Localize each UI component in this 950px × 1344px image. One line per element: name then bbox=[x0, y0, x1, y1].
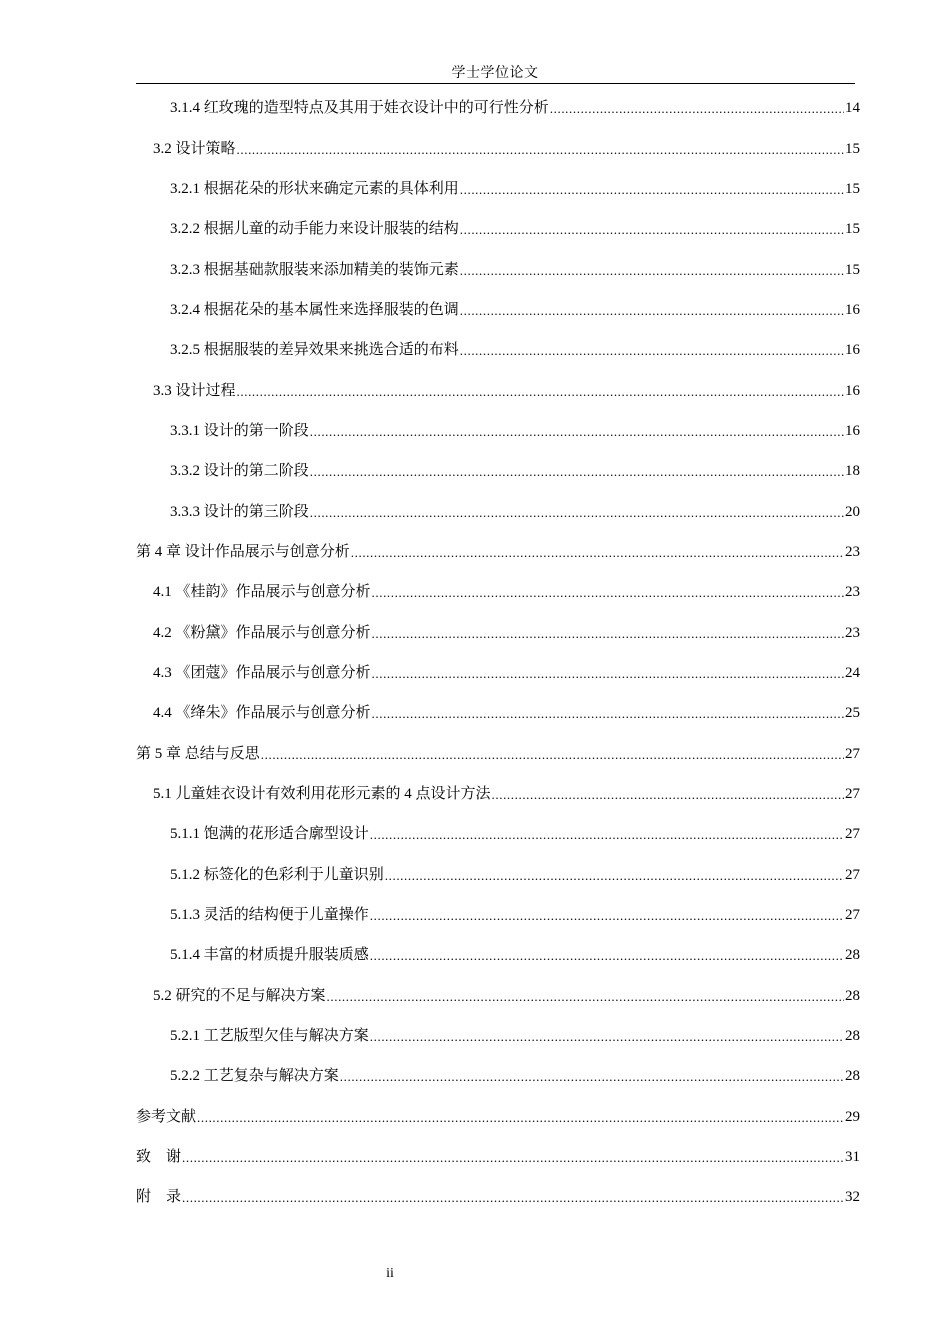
toc-dot-leader bbox=[370, 1026, 844, 1046]
toc-entry-page: 25 bbox=[845, 705, 860, 722]
toc-dot-leader bbox=[370, 945, 844, 965]
toc-entry-page: 23 bbox=[845, 543, 860, 560]
toc-entry-page: 31 bbox=[845, 1149, 860, 1166]
toc-entry-title: 第 5 章 总结与反思 bbox=[136, 745, 260, 762]
toc-entry-title: 3.1.4 红玫瑰的造型特点及其用于娃衣设计中的可行性分析 bbox=[170, 100, 549, 117]
toc-entry[interactable] bbox=[136, 411, 860, 451]
toc-dot-leader bbox=[550, 98, 844, 118]
toc-entry-title: 3.2.5 根据服装的差异效果来挑选合适的布料 bbox=[170, 342, 459, 359]
toc-entry[interactable] bbox=[136, 169, 860, 209]
toc-entry[interactable] bbox=[136, 249, 860, 289]
toc-entry-page: 32 bbox=[845, 1189, 860, 1206]
toc-entry-page: 16 bbox=[845, 422, 860, 439]
toc-entry[interactable] bbox=[136, 330, 860, 370]
toc-entry-page: 27 bbox=[845, 826, 860, 843]
toc-entry-page: 23 bbox=[845, 624, 860, 641]
toc-entry-page: 28 bbox=[845, 947, 860, 964]
toc-entry[interactable] bbox=[136, 855, 860, 895]
toc-entry-page: 27 bbox=[845, 745, 860, 762]
toc-entry[interactable] bbox=[136, 693, 860, 733]
toc-entry-title: 3.2.1 根据花朵的形状来确定元素的具体利用 bbox=[170, 180, 459, 197]
toc-entry-page: 28 bbox=[845, 987, 860, 1004]
toc-entry-page: 16 bbox=[845, 382, 860, 399]
toc-entry[interactable] bbox=[136, 1016, 860, 1056]
toc-entry[interactable] bbox=[136, 976, 860, 1016]
toc-dot-leader bbox=[182, 1147, 844, 1167]
toc-dot-leader bbox=[372, 582, 844, 602]
header-divider bbox=[136, 83, 855, 84]
toc-entry-title: 5.1.4 丰富的材质提升服装质感 bbox=[170, 947, 369, 964]
toc-dot-leader bbox=[197, 1107, 844, 1127]
toc-entry-title: 4.2 《粉黛》作品展示与创意分析 bbox=[153, 624, 371, 641]
toc-entry-title: 3.2.3 根据基础款服装来添加精美的装饰元素 bbox=[170, 261, 459, 278]
toc-entry-title: 3.2.4 根据花朵的基本属性来选择服装的色调 bbox=[170, 301, 459, 318]
toc-entry-title: 4.3 《团蔻》作品展示与创意分析 bbox=[153, 664, 371, 681]
toc-entry-page: 29 bbox=[845, 1108, 860, 1125]
toc-dot-leader bbox=[261, 744, 844, 764]
toc-entry-title: 5.1.2 标签化的色彩利于儿童识别 bbox=[170, 866, 384, 883]
toc-entry-title: 第 4 章 设计作品展示与创意分析 bbox=[136, 543, 350, 560]
toc-entry[interactable] bbox=[136, 572, 860, 612]
toc-entry[interactable] bbox=[136, 491, 860, 531]
toc-entry[interactable] bbox=[136, 209, 860, 249]
toc-entry-page: 18 bbox=[845, 463, 860, 480]
toc-entry-title: 致 谢 bbox=[136, 1149, 182, 1166]
toc-entry-page: 27 bbox=[845, 786, 860, 803]
toc-entry[interactable] bbox=[136, 814, 860, 854]
toc-entry[interactable] bbox=[136, 88, 860, 128]
toc-entry[interactable] bbox=[136, 1056, 860, 1096]
footer-page-number: ii bbox=[386, 1266, 394, 1281]
toc-entry-title: 4.1 《桂韵》作品展示与创意分析 bbox=[153, 584, 371, 601]
toc-entry-title: 3.3.3 设计的第三阶段 bbox=[170, 503, 309, 520]
toc-dot-leader bbox=[340, 1066, 844, 1086]
toc-entry-title: 3.3.2 设计的第二阶段 bbox=[170, 463, 309, 480]
toc-dot-leader bbox=[351, 542, 844, 562]
toc-entry-page: 15 bbox=[845, 221, 860, 238]
toc-dot-leader bbox=[460, 300, 844, 320]
toc-entry[interactable] bbox=[136, 774, 860, 814]
toc-entry-title: 5.1.1 饱满的花形适合廓型设计 bbox=[170, 826, 369, 843]
toc-entry-page: 27 bbox=[845, 866, 860, 883]
toc-entry-title: 3.2 设计策略 bbox=[153, 140, 236, 157]
toc-entry-title: 参考文献 bbox=[136, 1108, 197, 1125]
toc-entry-title: 3.3 设计过程 bbox=[153, 382, 236, 399]
toc-entry[interactable] bbox=[136, 653, 860, 693]
toc-entry-page: 15 bbox=[845, 261, 860, 278]
toc-entry[interactable] bbox=[136, 451, 860, 491]
toc-dot-leader bbox=[372, 623, 844, 643]
toc-dot-leader bbox=[372, 703, 844, 723]
toc-entry-page: 28 bbox=[845, 1068, 860, 1085]
toc-entry[interactable] bbox=[136, 612, 860, 652]
toc-entry[interactable] bbox=[136, 532, 860, 572]
toc-entry[interactable] bbox=[136, 1097, 860, 1137]
toc-dot-leader bbox=[327, 986, 844, 1006]
toc-dot-leader bbox=[370, 824, 844, 844]
toc-entry-title: 4.4 《绛朱》作品展示与创意分析 bbox=[153, 705, 371, 722]
toc-entry[interactable] bbox=[136, 128, 860, 168]
toc-dot-leader bbox=[310, 461, 844, 481]
toc-dot-leader bbox=[460, 260, 844, 280]
toc-entry-title: 5.2 研究的不足与解决方案 bbox=[153, 987, 326, 1004]
toc-entry[interactable] bbox=[136, 1177, 860, 1217]
toc-entry-page: 28 bbox=[845, 1028, 860, 1045]
toc-entry-page: 15 bbox=[845, 180, 860, 197]
toc-dot-leader bbox=[182, 1187, 844, 1207]
toc-entry[interactable] bbox=[136, 935, 860, 975]
toc-entry-title: 5.2.1 工艺版型欠佳与解决方案 bbox=[170, 1028, 369, 1045]
toc-entry-title: 5.2.2 工艺复杂与解决方案 bbox=[170, 1068, 339, 1085]
toc-entry[interactable] bbox=[136, 1137, 860, 1177]
toc-entry-page: 14 bbox=[845, 100, 860, 117]
toc-entry-title: 5.1.3 灵活的结构便于儿童操作 bbox=[170, 907, 369, 924]
toc-dot-leader bbox=[370, 905, 844, 925]
toc-entry-page: 27 bbox=[845, 907, 860, 924]
toc-dot-leader bbox=[460, 219, 844, 239]
toc-entry[interactable] bbox=[136, 734, 860, 774]
table-of-contents bbox=[136, 88, 860, 1218]
toc-dot-leader bbox=[310, 502, 844, 522]
toc-entry[interactable] bbox=[136, 370, 860, 410]
toc-entry-title: 5.1 儿童娃衣设计有效利用花形元素的 4 点设计方法 bbox=[153, 786, 491, 803]
toc-dot-leader bbox=[385, 865, 844, 885]
toc-dot-leader bbox=[237, 381, 844, 401]
toc-entry-title: 附 录 bbox=[136, 1189, 182, 1206]
toc-entry[interactable] bbox=[136, 290, 860, 330]
toc-entry-page: 23 bbox=[845, 584, 860, 601]
toc-dot-leader bbox=[237, 139, 844, 159]
toc-entry[interactable] bbox=[136, 895, 860, 935]
running-header-title: 学士学位论文 bbox=[451, 66, 539, 81]
toc-dot-leader bbox=[460, 179, 844, 199]
toc-entry-page: 24 bbox=[845, 664, 860, 681]
toc-entry-page: 16 bbox=[845, 301, 860, 318]
toc-dot-leader bbox=[310, 421, 844, 441]
toc-entry-page: 20 bbox=[845, 503, 860, 520]
toc-dot-leader bbox=[372, 663, 844, 683]
toc-dot-leader bbox=[460, 340, 844, 360]
toc-entry-page: 16 bbox=[845, 342, 860, 359]
toc-dot-leader bbox=[492, 784, 844, 804]
toc-entry-page: 15 bbox=[845, 140, 860, 157]
toc-entry-title: 3.2.2 根据儿童的动手能力来设计服装的结构 bbox=[170, 221, 459, 238]
toc-entry-title: 3.3.1 设计的第一阶段 bbox=[170, 422, 309, 439]
